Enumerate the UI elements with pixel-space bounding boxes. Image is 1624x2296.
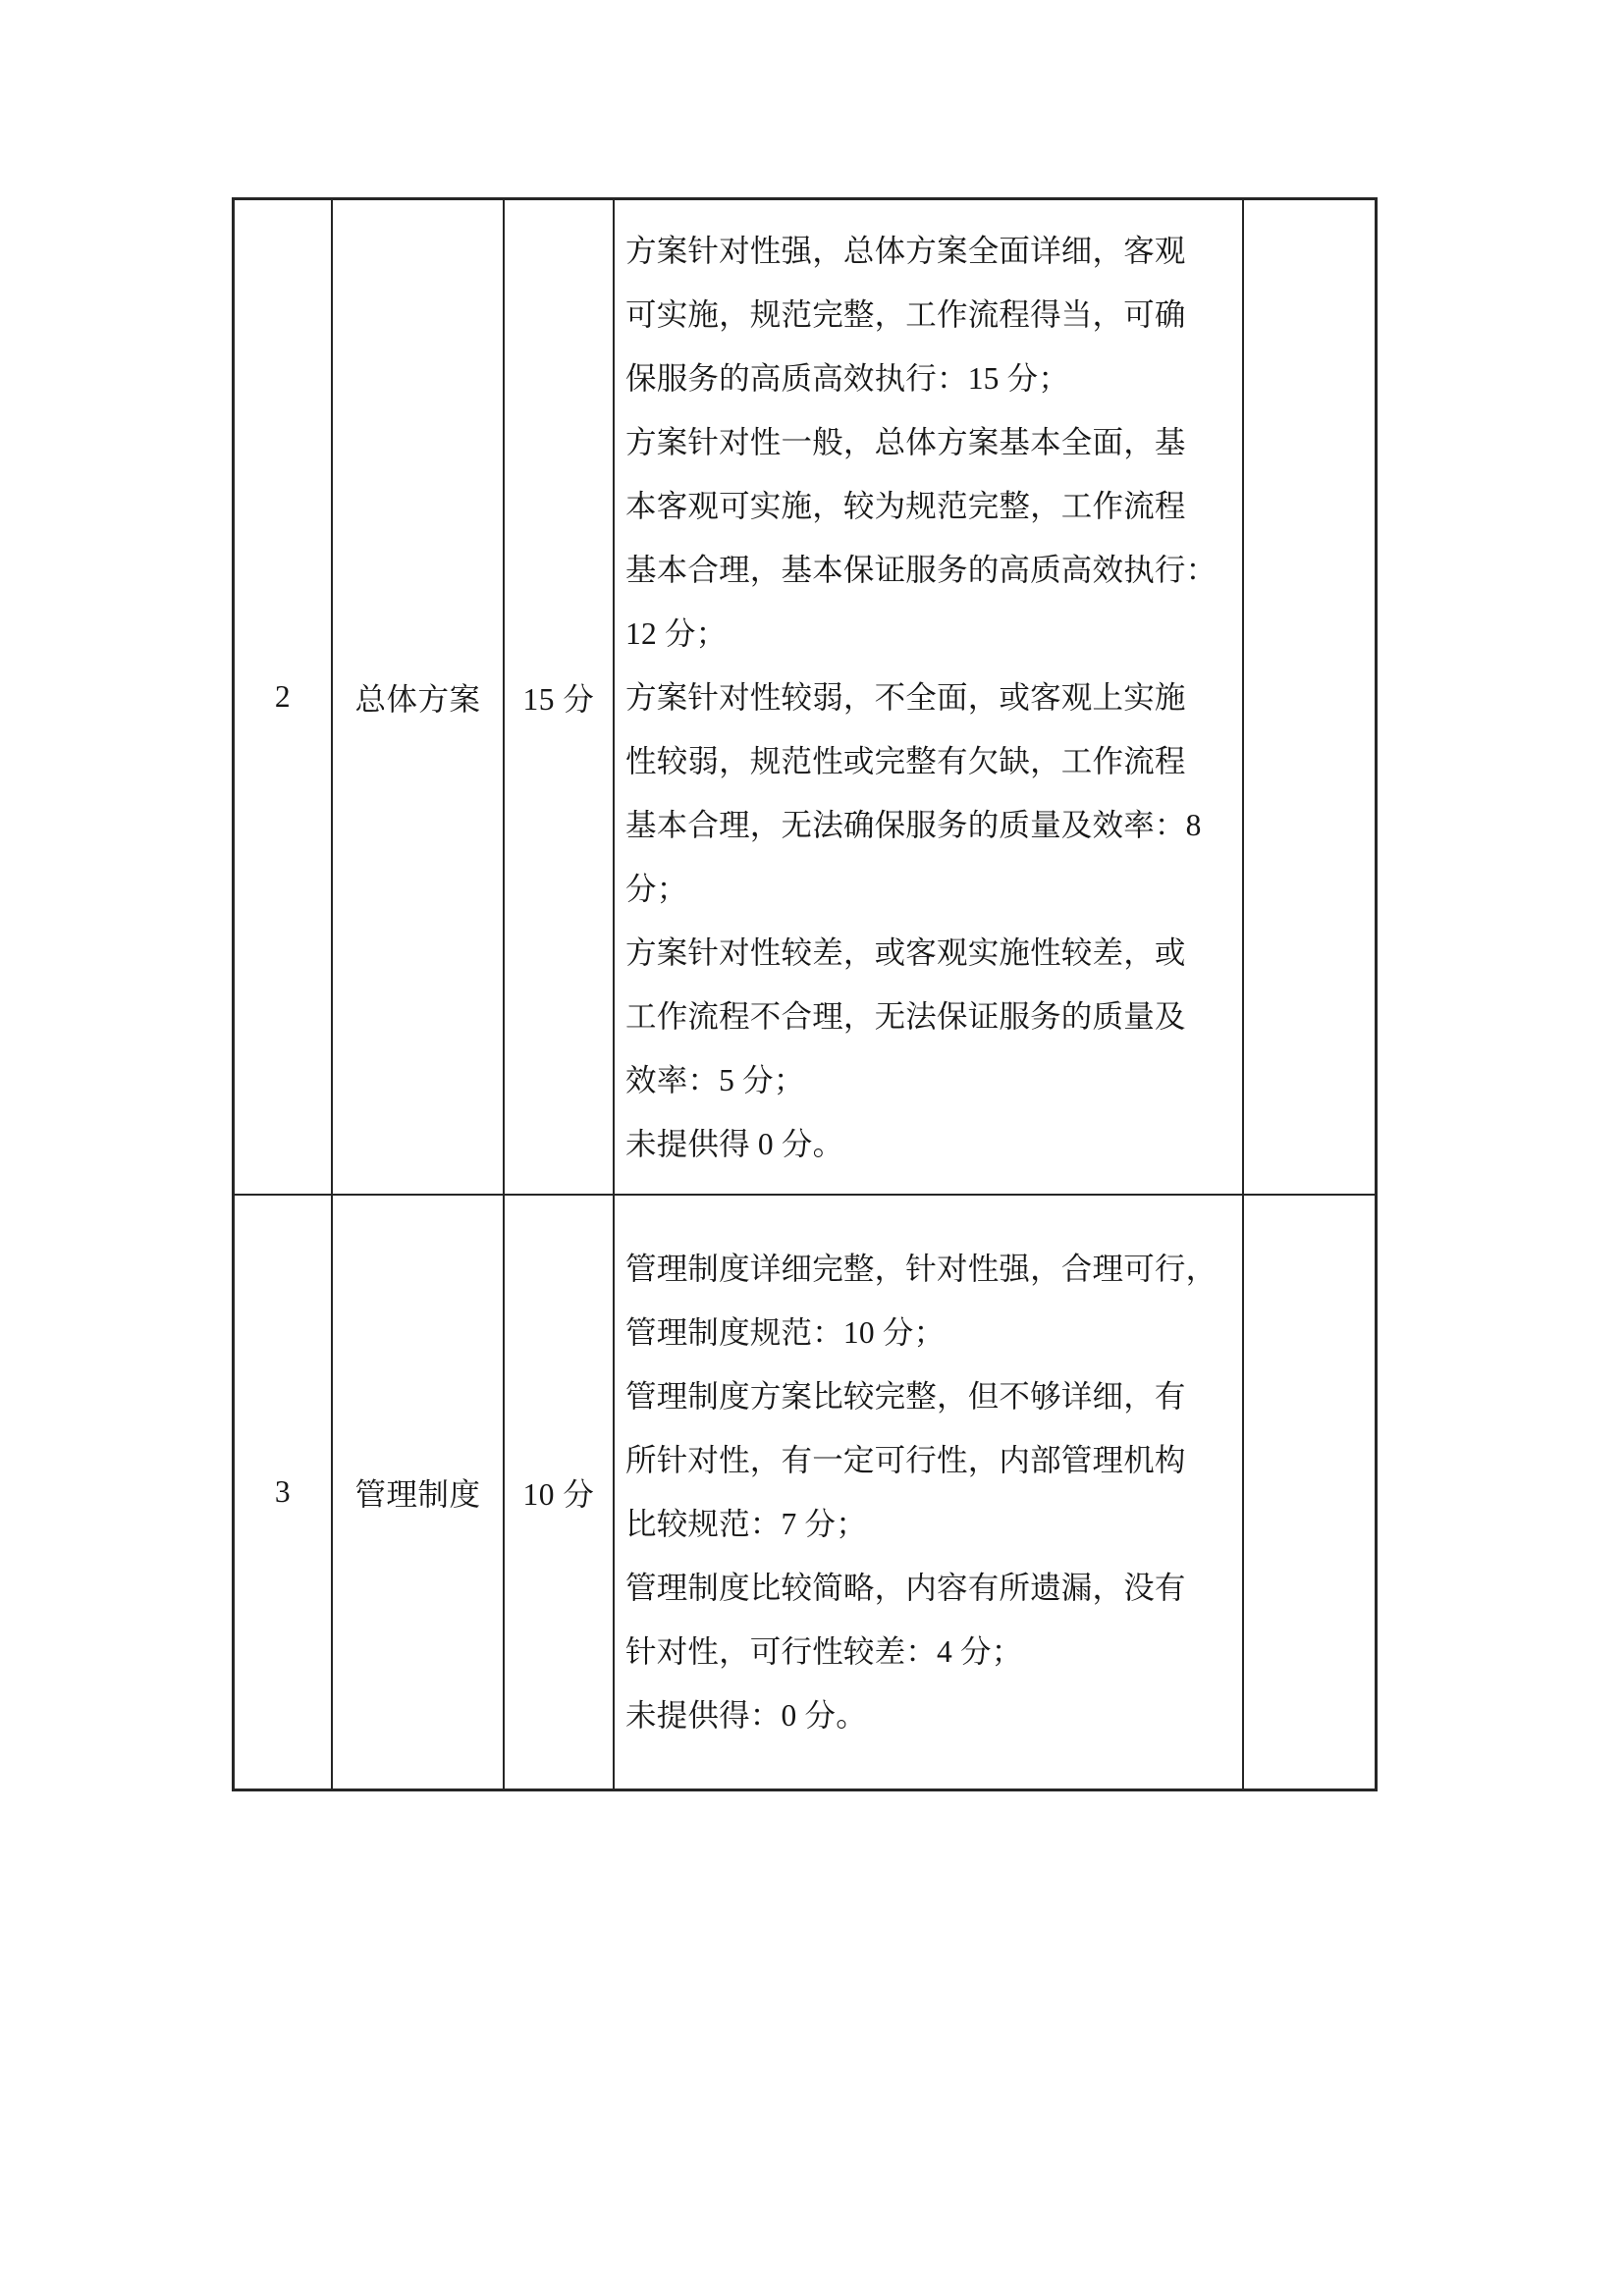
criteria-line: 针对性，可行性较差：4 分； — [625, 1634, 1023, 1669]
criteria-cell — [613, 200, 1242, 1196]
item-name-cell — [331, 200, 503, 1196]
criteria-line: 所针对性，有一定可行性，内部管理机构 — [625, 1443, 1186, 1477]
criteria-line: 工作流程不合理，无法保证服务的质量及 — [625, 998, 1186, 1034]
criteria-line: 方案针对性强，总体方案全面详细，客观 — [625, 233, 1186, 268]
criteria-line: 比较规范：7 分； — [625, 1507, 867, 1541]
criteria-cell — [613, 1196, 1242, 1789]
criteria-line: 管理制度规范：10 分； — [625, 1315, 946, 1350]
item-name: 总体方案 — [354, 681, 481, 717]
score-value: 10 分 — [522, 1476, 595, 1512]
item-name-cell — [331, 1196, 503, 1789]
criteria-line: 性较弱，规范性或完整有欠缺，工作流程 — [625, 743, 1186, 778]
row-number-cell — [235, 1196, 331, 1789]
criteria-line: 基本合理，无法确保服务的质量及效率：8 — [625, 807, 1202, 842]
criteria-line: 未提供得 0 分。 — [625, 1126, 844, 1161]
score-value: 15 分 — [522, 681, 595, 717]
criteria-line: 分； — [625, 871, 688, 906]
criteria-line: 效率：5 分； — [625, 1062, 805, 1097]
criteria-line: 保服务的高质高效执行：15 分； — [625, 360, 1070, 396]
item-name: 管理制度 — [354, 1476, 481, 1512]
evaluation-criteria-table — [232, 197, 1378, 1791]
criteria-line: 基本合理，基本保证服务的高质高效执行： — [625, 552, 1218, 587]
criteria-line: 可实施，规范完整，工作流程得当，可确 — [625, 296, 1186, 332]
criteria-line: 本客观可实施，较为规范完整，工作流程 — [625, 488, 1186, 523]
score-result-cell — [1242, 1196, 1375, 1789]
criteria-line: 方案针对性一般，总体方案基本全面，基 — [625, 424, 1186, 459]
criteria-line: 12 分； — [625, 615, 728, 651]
score-value-cell — [503, 200, 613, 1196]
criteria-line: 方案针对性较差，或客观实施性较差，或 — [625, 934, 1186, 970]
row-number-cell — [235, 200, 331, 1196]
criteria-line: 未提供得：0 分。 — [625, 1698, 867, 1733]
score-value-cell — [503, 1196, 613, 1789]
criteria-line: 管理制度详细完整，针对性强，合理可行， — [625, 1252, 1218, 1286]
criteria-line: 方案针对性较弱，不全面，或客观上实施 — [625, 679, 1186, 715]
score-result-cell — [1242, 200, 1375, 1196]
criteria-line: 管理制度比较简略，内容有所遗漏，没有 — [625, 1571, 1186, 1605]
row-number: 3 — [274, 1474, 292, 1509]
row-number: 2 — [274, 679, 292, 714]
criteria-line: 管理制度方案比较完整，但不够详细，有 — [625, 1379, 1186, 1414]
